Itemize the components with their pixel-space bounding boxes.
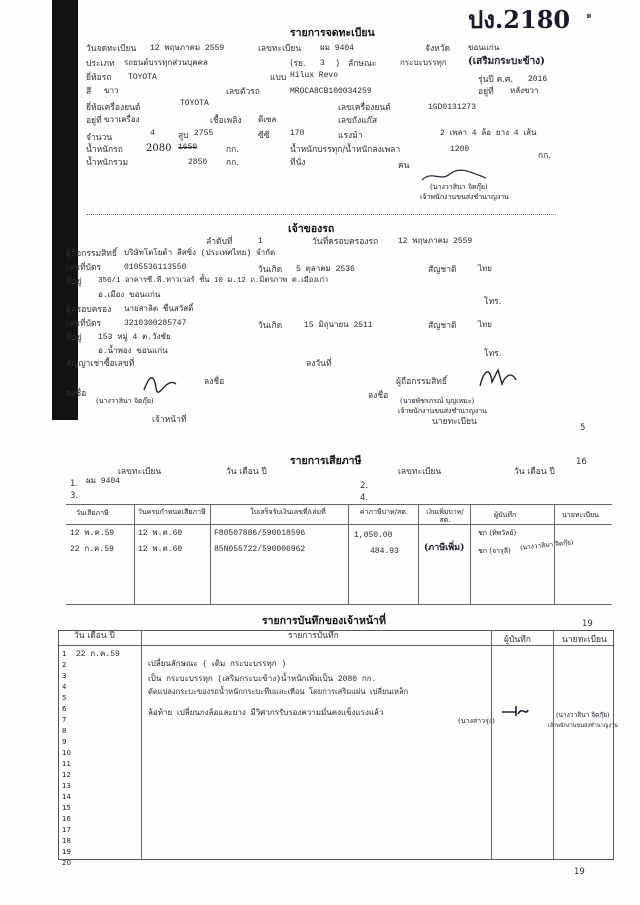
row-number: 10 (62, 749, 71, 757)
color-value: ขาว (104, 87, 119, 96)
tax-col-receipt: ใบเสร็จรับเงินเลขที่/เล่มที่ (250, 508, 326, 516)
holder-dob-label: วันเกิด (258, 321, 283, 331)
chassis-value: MROCA8CB100034259 (290, 87, 372, 96)
tax-row1-recorder: ชก (ทิพวัลย์) (478, 529, 517, 537)
model-value: Hilux Revo (290, 71, 339, 80)
owner-tel-label: โทร. (484, 297, 502, 307)
corner-mark: ๑ (586, 11, 592, 21)
holder-name: นายสาลิต ชื่นสวัสดิ์ (124, 305, 194, 314)
tax-row2-extra: (ภาษีเพิ่ม) (424, 543, 465, 553)
gross-value: 2850 (188, 158, 208, 167)
registration-title: รายการจดทะเบียน (290, 27, 375, 39)
tax-row2-paid: 22 ก.ค.59 (70, 545, 114, 554)
owner-id-label: เลขที่บัตร (66, 263, 102, 273)
officer-signature-left (140, 370, 180, 394)
chassis-label: เลขตัวรถ (226, 87, 260, 97)
row-number: 1 (62, 650, 67, 658)
owner-title: เจ้าของรถ (288, 223, 335, 235)
row-number: 20 (62, 859, 71, 867)
tax-h-reg: เลขทะเบียน (118, 467, 162, 477)
owner-page-no: 5 (580, 423, 586, 433)
nature-label: ลักษณะ (348, 59, 377, 69)
row-number: 5 (62, 694, 67, 702)
tax-n3: 3. (70, 491, 79, 501)
section-divider (86, 214, 556, 215)
records-h-date: วัน เดือน ปี (74, 631, 115, 641)
tax-v1: ผม 9404 (86, 477, 120, 486)
brand-value: TOYOTA (128, 73, 157, 82)
order-label: ลำดับที่ (206, 237, 233, 247)
row-number: 3 (62, 672, 67, 680)
holder-label: ผู้ครอบครอง (66, 305, 112, 315)
binder-strip (52, 0, 78, 420)
owner-addr-line1: 356/1 อาคารซี.พี.ทาวเวอร์ ชั้น 10 ม.12 ถ.มิตรภาพ ต.เมืองเก่า (98, 277, 329, 285)
engine-no-value: 1GD0131273 (428, 103, 477, 112)
tax-col-registrar: นายทะเบียน (562, 511, 599, 519)
contract-label: สัญญาเช่าซื้อเลขที่ (66, 359, 135, 369)
registrar-title: นายทะเบียน (432, 417, 477, 427)
cc-value: 2755 (194, 129, 214, 138)
tax-row2-amount: 484.93 (370, 547, 399, 556)
rs-label: (รย. (290, 59, 306, 69)
owner-nat-label: สัญชาติ (428, 265, 457, 275)
fuel-label: เชื้อเพลิง (210, 116, 242, 126)
records-title: รายการบันทึกของเจ้าหน้าที่ (262, 615, 386, 627)
holder-tel-label: โทร. (484, 349, 502, 359)
holder-dob-value: 15 มิถุนายน 2511 (304, 321, 373, 330)
row-number: 12 (62, 771, 71, 779)
chassis-loc-value: หลังขวา (510, 87, 539, 96)
tax-n1: 1. (70, 479, 79, 489)
tax-h-reg2: เลขทะเบียน (398, 467, 442, 477)
row-number: 2 (62, 661, 67, 669)
cyl-count-label: จำนวน (86, 133, 113, 143)
reg-no-value: ผม 9404 (320, 44, 354, 53)
engine-brand-label: ยี่ห้อเครื่องยนต์ (86, 103, 141, 113)
row-number: 11 (62, 760, 71, 768)
engine-no-label: เลขเครื่องยนต์ (338, 103, 391, 113)
records-page-footer: 19 (574, 867, 585, 877)
year-label: รุ่นปี ค.ศ. (478, 75, 513, 85)
tax-row1-amount: 1,050.00 (354, 531, 393, 540)
owner-sign-label: ผู้ถือกรรมสิทธิ์ (396, 377, 448, 387)
seats-label: ที่นั่ง (290, 158, 306, 168)
tax-col-due: วันครบกำหนดเสียภาษี (138, 508, 206, 516)
records-officer-name: (นางวาสินา จิตกุ๊ย) (556, 711, 610, 719)
reg-no-label: เลขทะเบียน (258, 44, 302, 54)
tax-row2-due: 12 พ.ค.60 (138, 545, 183, 554)
rs-value: 3 (320, 59, 325, 68)
row-number: 4 (62, 683, 67, 691)
records-line-3: ดัดแปลงกระบะของรถน้ำหนักกระบะทึบและเทือน โดยการเสริมแผ่น เปลี่ยนเหล็ก (148, 689, 409, 697)
holder-addr-label: ที่อยู่ (66, 333, 82, 343)
year-value: 2016 (528, 75, 548, 84)
type-value: รถยนต์บรรทุกส่วนบุคคล (124, 59, 208, 68)
records-line-1: เปลี่ยนลักษณะ ( เดิม กระบะบรรทุก ) (148, 660, 287, 669)
tax-row2-recorder: ชก (จารุลี) (478, 547, 511, 555)
recorder-signature (500, 702, 530, 718)
holder-id-value: 3210300285747 (124, 319, 187, 328)
row-number: 9 (62, 738, 67, 746)
hp-label: แรงม้า (338, 131, 363, 141)
records-page-no: 19 (582, 619, 593, 629)
owner-name: บริษัทโตโยต้า ลีสซิ่ง (ประเทศไทย) จำกัด (124, 249, 276, 258)
load-unit: กก. (538, 151, 551, 161)
row-number: 14 (62, 793, 71, 801)
gross-label: น้ำหนักรวม (86, 158, 129, 168)
reg-date-value: 12 พฤษภาคม 2559 (150, 44, 225, 53)
rs-close: ) (336, 59, 340, 69)
tax-n4: 4. (360, 493, 369, 503)
chassis-loc-label: อยู่ที่ (478, 87, 494, 97)
stamp-number: ปง.2180 (468, 5, 571, 34)
owner-label: ผู้ถือกรรมสิทธิ์ (66, 249, 118, 259)
tax-h-date: วัน เดือน ปี (226, 467, 267, 477)
sign-label-left: ลงชื่อ (66, 389, 87, 399)
row-number: 15 (62, 804, 71, 812)
holder-addr-line2: อ.น้ำพอง ขอนแก่น (98, 347, 168, 356)
seats-unit: คน (398, 161, 410, 171)
weight-value: 2080 (146, 143, 172, 154)
engine-loc-value: ขวาเครื่อง (104, 116, 140, 125)
records-recorder-name: (นางสาวรุ่ง) (458, 717, 495, 725)
row-number: 8 (62, 727, 67, 735)
model-label: แบบ (270, 73, 287, 83)
cyl-unit: สูบ (178, 131, 189, 141)
weight-old-value: 1650 (178, 143, 198, 152)
reg-officer-title: เจ้าพนักงานขนส่งชำนาญงาน (420, 193, 509, 201)
records-line-2: เป็น กระบะบรรทุก (เสริมกระบะข้าง)น้ำหนักเพิ่มเป็น 2080 กก. (148, 675, 377, 684)
gross-unit: กก. (226, 158, 239, 168)
load-value: 1200 (450, 145, 470, 154)
owner-dob-value: 5 ตุลาคม 2536 (296, 265, 355, 274)
tax-row1-receipt: F80507886/590018596 (214, 529, 306, 538)
tax-row1-registrar: (นางวาสินา จิตกุ๊ย) (519, 538, 574, 552)
cyl-count-value: 4 (150, 129, 155, 138)
tax-col-extra: เงินเพิ่มบาท/สต. (426, 508, 464, 525)
weight-label: น้ำหนักรถ (86, 145, 123, 155)
sign-label-right: ลงชื่อ (368, 391, 389, 401)
fuel-value: ดีเซล (258, 116, 277, 125)
owner-signature (476, 364, 520, 390)
cc-label: ซีซี (258, 131, 270, 141)
engine-brand-value: TOYOTA (180, 99, 209, 108)
tax-h-date2: วัน เดือน ปี (514, 467, 555, 477)
province-value: ขอนแก่น (468, 44, 500, 53)
holder-nat-label: สัญชาติ (428, 321, 457, 331)
engine-loc-label: อยู่ที่ (86, 116, 102, 126)
owner-officer-right-title: เจ้าพนักงานขนส่งชำนาญงาน (398, 407, 487, 415)
holder-id-label: เลขที่บัตร (66, 319, 102, 329)
reg-date-label: วันจดทะเบียน (86, 44, 137, 54)
tax-col-amount: ค่าภาษีบาท/สต. (359, 508, 409, 516)
holder-addr-line1: 153 หมู่ 4 ต.วังชัย (98, 333, 171, 342)
nature-value: กระบะบรรทุก (400, 59, 447, 68)
tax-n2: 2. (360, 481, 369, 491)
records-h-entry: รายการบันทึก (288, 631, 339, 641)
owner-id-value: 0105536113550 (124, 263, 187, 272)
row-number: 16 (62, 815, 71, 823)
tax-title: รายการเสียภาษี (290, 455, 362, 467)
records-h-registrar: นายทะเบียน (562, 635, 607, 645)
holder-nat-value: ไทย (478, 321, 492, 330)
tax-row1-due: 12 พ.ค.60 (138, 529, 183, 538)
row-number: 19 (62, 848, 71, 856)
hp-value: 170 (290, 129, 305, 138)
owner-officer-right-name: (นายพัชรภรณ์ บุญเหมะ) (400, 397, 475, 405)
row-number: 7 (62, 716, 67, 724)
contract-date-label: ลงวันที่ (306, 359, 332, 369)
owner-addr-label: ที่อยู่ (66, 277, 82, 287)
owner-addr-line2: อ.เมือง ขอนแก่น (98, 291, 161, 300)
tax-row1-paid: 12 พ.ค.59 (70, 529, 115, 538)
row-number: 6 (62, 705, 67, 713)
tax-col-paid: วันเสียภาษี (76, 509, 109, 517)
owner-dob-label: วันเกิด (258, 265, 283, 275)
records-h-recorder: ผู้บันทึก (504, 635, 531, 645)
records-officer-title: เจ้าพนักงานขนส่งชำนาญงาน (548, 723, 618, 729)
owner-officer-left-title: เจ้าหน้าที่ (152, 415, 187, 425)
row-number: 18 (62, 837, 71, 845)
row-number: 17 (62, 826, 71, 834)
province-label: จังหวัด (425, 44, 451, 54)
order-value: 1 (258, 237, 263, 246)
possess-date-label: วันที่ครอบครองรถ (312, 237, 379, 247)
tax-col-recorder: ผู้บันทึก (494, 511, 517, 519)
possess-date-value: 12 พฤษภาคม 2559 (398, 237, 473, 246)
reg-officer-name: (นางวาสินา จิตกุ๊ย) (430, 183, 488, 191)
gas-tank-label: เลขถังแก๊ส (338, 116, 378, 126)
axles-value: 2 เพลา 4 ล้อ ยาง 4 เส้น (440, 129, 537, 138)
records-line-4: ล้อท้าย เปลี่ยนกงล้อและยาง มีวิศวกรรับรองความมั่นคงแข็งแรงแล้ว (148, 709, 384, 718)
records-entry-date: 22 ก.ค.59 (76, 650, 120, 659)
records-ledger (58, 630, 614, 860)
load-label: น้ำหนักบรรทุก/น้ำหนักลงเพลา (290, 145, 401, 155)
brand-label: ยี่ห้อรถ (86, 73, 112, 83)
color-label: สี (86, 87, 92, 97)
owner-officer-left-name: (นางวาสินา จิตกุ๊ย) (96, 397, 154, 405)
officer-signature-1 (420, 168, 490, 184)
weight-unit: กก. (226, 145, 239, 155)
sign-label-mid: ลงชื่อ (204, 377, 225, 387)
nature-handwritten: (เสริมกระบะข้าง) (468, 56, 545, 67)
owner-nat-value: ไทย (478, 265, 492, 274)
tax-row2-receipt: 85N055722/590006962 (214, 545, 306, 554)
type-label: ประเภท (86, 59, 115, 69)
tax-page-no: 16 (576, 457, 587, 467)
row-number: 13 (62, 782, 71, 790)
